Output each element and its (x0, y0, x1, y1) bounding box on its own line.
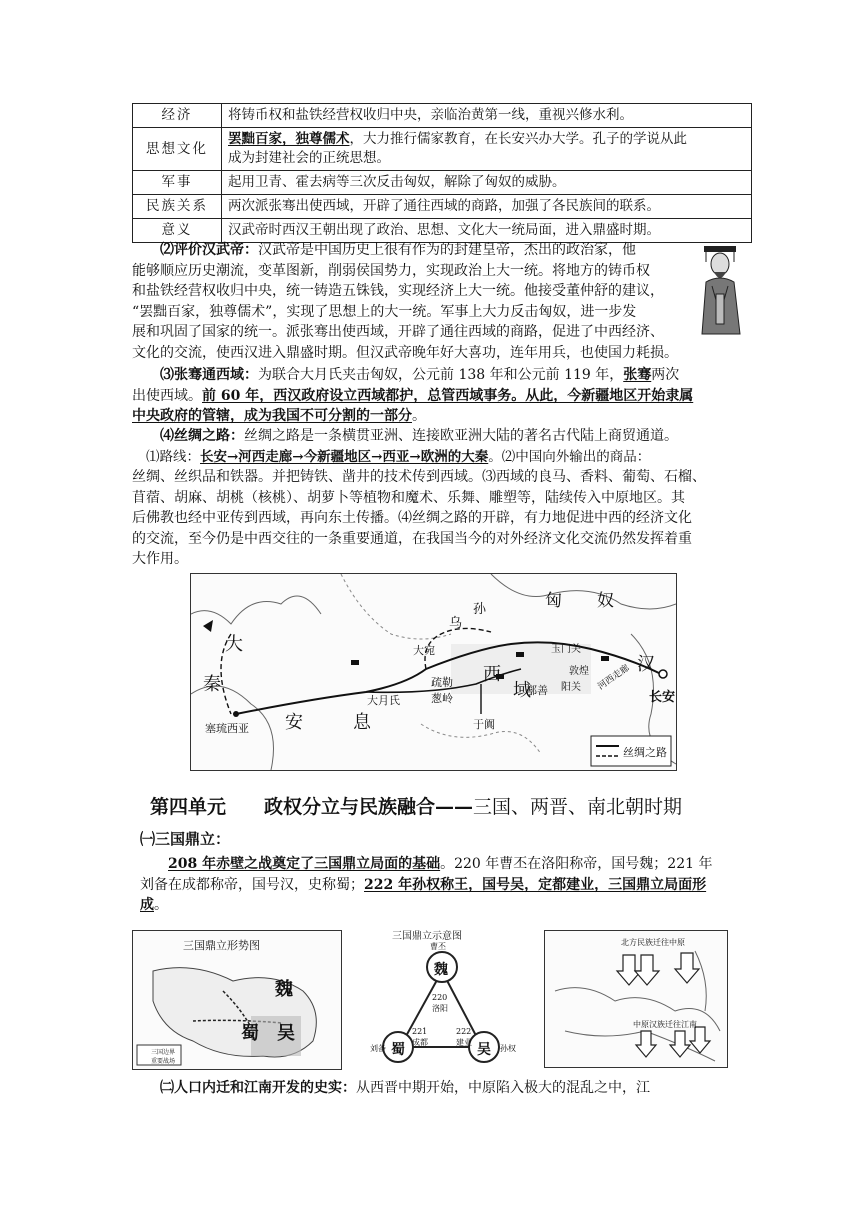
map-label: 孙 (473, 602, 487, 617)
map-label: 孙权 (500, 1044, 516, 1053)
bold-phrase: 前 60 年，西汉政府设立西域都护，总管西域事务。从此，今新疆地区开始隶属 (202, 387, 694, 404)
map-label: 曹丕 (430, 942, 446, 951)
map-label: 吴 (477, 1042, 491, 1058)
text-span: 。 (412, 408, 426, 424)
table-cell-text: 两次派张骞出使西域，开辟了通往西域的商路，加强了各民族间的联系。 (222, 195, 752, 219)
three-kingdoms-situation-map (132, 930, 342, 1070)
map-label: 大 (225, 634, 243, 655)
map-label: 洛阳 (432, 1004, 448, 1013)
text-line: “罢黜百家，独尊儒术”，实现了思想上的大一统。军事上大力反击匈奴，进一步发 (132, 303, 637, 320)
text-span: 丝绸之路是一条横贯亚洲、连接欧亚洲大陆的著名古代陆上商贸通道。 (244, 428, 678, 444)
silk-road-map (190, 573, 677, 771)
map-label: 匈 (545, 591, 562, 611)
text-line: 能够顺应历史潮流，变革图新，削弱侯国势力，实现政治上大一统。将地方的铸币权 (132, 262, 650, 279)
migration-map (544, 930, 728, 1068)
table-cell-category: 思想文化 (133, 128, 222, 171)
text-line: 苜蓿、胡麻、胡桃（核桃）、胡萝卜等植物和魔术、乐舞、雕塑等，陆续传入中原地区。其 (132, 489, 685, 506)
section-heading: ⑵评价汉武帝： (160, 242, 258, 258)
map-legend-label: 丝绸之路 (623, 746, 667, 759)
text-span: 从西晋中期开始，中原陷入极大的混乱之中，江 (356, 1080, 650, 1096)
bold-phrase: 中央政府的管辖，成为我国不可分割的一部分 (132, 408, 412, 424)
table-cell-category: 民族关系 (133, 195, 222, 219)
map-label: 220 (432, 993, 448, 1002)
map-label: 域 (513, 680, 531, 701)
map-label: 北方民族迁往中原 (621, 938, 685, 947)
map-label: 葱岭 (431, 692, 453, 705)
map-legend-label: 重要战场 (151, 1058, 176, 1065)
bold-phrase: 成 (140, 897, 154, 913)
table-row (133, 219, 752, 243)
section-heading: ⑶张骞通西域： (160, 367, 258, 383)
map-label: 汉 (637, 654, 655, 675)
map-label: 吴 (277, 1023, 295, 1044)
table-cell-category: 经济 (133, 104, 222, 128)
text-span: 。 (154, 897, 168, 913)
table-row (133, 104, 752, 128)
table-cell-text: 将铸币权和盐铁经营权收归中央，亲临治黄第一线，重视兴修水利。 (222, 104, 752, 128)
text-span: 刘备在成都称帝，国号汉，史称蜀； (140, 876, 364, 893)
map-label: 疏勒 (431, 676, 453, 689)
table-cell-text: 汉武帝时西汉王朝出现了政治、思想、文化大一统局面，进入鼎盛时期。 (222, 219, 752, 243)
map-label: 河西走廊 (596, 663, 632, 693)
map-label: 息 (353, 712, 371, 733)
text-line: 的交流，至今仍是中西交往的一条重要通道，在我国当今的对外经济文化交流仍然发挥着重 (132, 530, 692, 547)
map-label: 刘备 (370, 1044, 386, 1053)
text-span: 成为封建社会的正统思想。 (228, 150, 390, 166)
map-title: 三国鼎立形势图 (183, 939, 260, 952)
map-label: 安 (285, 712, 303, 733)
map-label: 蜀 (391, 1042, 405, 1058)
map-label: 玉门关 (551, 644, 581, 655)
text-span: 。⑵中国向外输出的商品： (488, 448, 651, 465)
bold-phrase: 张骞 (623, 367, 652, 383)
text-line: 丝绸、丝织品和铁器。并把铸铁、凿井的技术传到西域。⑶西域的良马、香料、葡萄、石榴、 (132, 469, 706, 485)
text-line: 大作用。 (132, 551, 188, 567)
table-cell-category: 意义 (133, 219, 222, 243)
section-heading: ⑷丝绸之路： (160, 428, 244, 444)
text-line: 文化的交流，使西汉进入鼎盛时期。但汉武帝晚年好大喜功，连年用兵，也使国力耗损。 (132, 344, 678, 361)
unit-title (150, 792, 682, 819)
evaluate-paragraph (132, 240, 692, 363)
migration-map-drawing (545, 931, 727, 1067)
map-title: 三国鼎立示意图 (392, 931, 462, 942)
bold-phrase: 208 年赤壁之战奠定了三国鼎立局面的基础 (168, 856, 441, 872)
map-label: 鄯善 (526, 684, 548, 697)
map-label: 中原汉族迁往江南 (633, 1020, 697, 1029)
text-line: 和盐铁经营权收归中央，统一铸造五铢钱，实现经济上大一统。他接受董仲舒的建议， (132, 283, 664, 299)
table-row (133, 195, 752, 219)
map-label: 阳关 (561, 682, 581, 693)
table-row (133, 128, 752, 171)
map-label: 奴 (597, 591, 614, 611)
map-legend-label: 三国边界 (151, 1049, 176, 1056)
map-label: 221 (412, 1027, 428, 1036)
map-label: 乌 (449, 616, 463, 631)
table-cell-text (222, 128, 752, 171)
map-label: 秦 (203, 674, 221, 695)
section-heading: ㈠三国鼎立： (140, 830, 231, 848)
bold-phrase: 罢黜百家，独尊儒术 (228, 131, 350, 147)
text-line: 后佛教也经中亚传到西域，再向东土传播。⑷丝绸之路的开辟，有力地促进中西的经济文化 (132, 510, 692, 526)
map-label: 蜀 (241, 1023, 259, 1044)
text-line: 展和巩固了国家的统一。派张骞出使西域，开辟了通往西域的商路，促进了中西经济、 (132, 324, 664, 340)
map-label: 大宛 (413, 644, 435, 657)
map-label: 西 (483, 664, 501, 685)
map-label: 长安 (649, 690, 676, 705)
map-label: 成都 (412, 1038, 428, 1047)
map-label: 魏 (275, 979, 293, 1000)
text-span: 出使西域。 (132, 387, 202, 404)
unit-title-rest: 三国、两晋、南北朝时期 (473, 796, 683, 818)
text-span: ，大力推行儒家教育，在长安兴办大学。孔子的学说从此 (349, 131, 687, 147)
map-label: 大月氏 (367, 694, 400, 707)
migration-paragraph (140, 1078, 746, 1099)
bold-phrase: 长安→河西走廊→今新疆地区→西亚→欧洲的大秦 (200, 448, 489, 465)
text-span: 。220 年曹丕在洛阳称帝，国号魏；221 年 (440, 856, 713, 872)
table-cell-category: 军事 (133, 171, 222, 195)
text-span: 两次 (651, 367, 680, 383)
text-line: 汉武帝是中国历史上很有作为的封建皇帝，杰出的政治家，他 (258, 242, 636, 258)
map-label: 于阗 (473, 718, 495, 731)
three-kingdoms-schematic (370, 927, 518, 1067)
zhangqian-paragraph (132, 365, 748, 427)
map-label: 魏 (434, 962, 448, 978)
map-label: 222 (456, 1027, 472, 1036)
policy-table (132, 103, 752, 243)
map-label: 敦煌 (569, 666, 589, 677)
section-heading: ㈡人口内迁和江南开发的史实： (160, 1080, 356, 1096)
table-row (133, 171, 752, 195)
text-span: 为联合大月氏夹击匈奴，公元前 138 年和公元前 119 年， (258, 367, 624, 383)
threekingdoms-paragraph (140, 828, 742, 916)
emperor-portrait-icon (694, 244, 746, 336)
bold-phrase: 222 年孙权称王，国号吴，定都建业，三国鼎立局面形 (364, 876, 707, 893)
unit-title-bold: 第四单元 政权分立与民族融合—— (150, 796, 474, 818)
map-label: 建业 (456, 1038, 472, 1047)
text-span: ⑴路线： (146, 448, 200, 465)
map-label: 塞琉西亚 (205, 722, 249, 735)
table-cell-text: 起用卫青、霍去病等三次反击匈奴，解除了匈奴的威胁。 (222, 171, 752, 195)
silkroad-paragraph (132, 426, 752, 570)
